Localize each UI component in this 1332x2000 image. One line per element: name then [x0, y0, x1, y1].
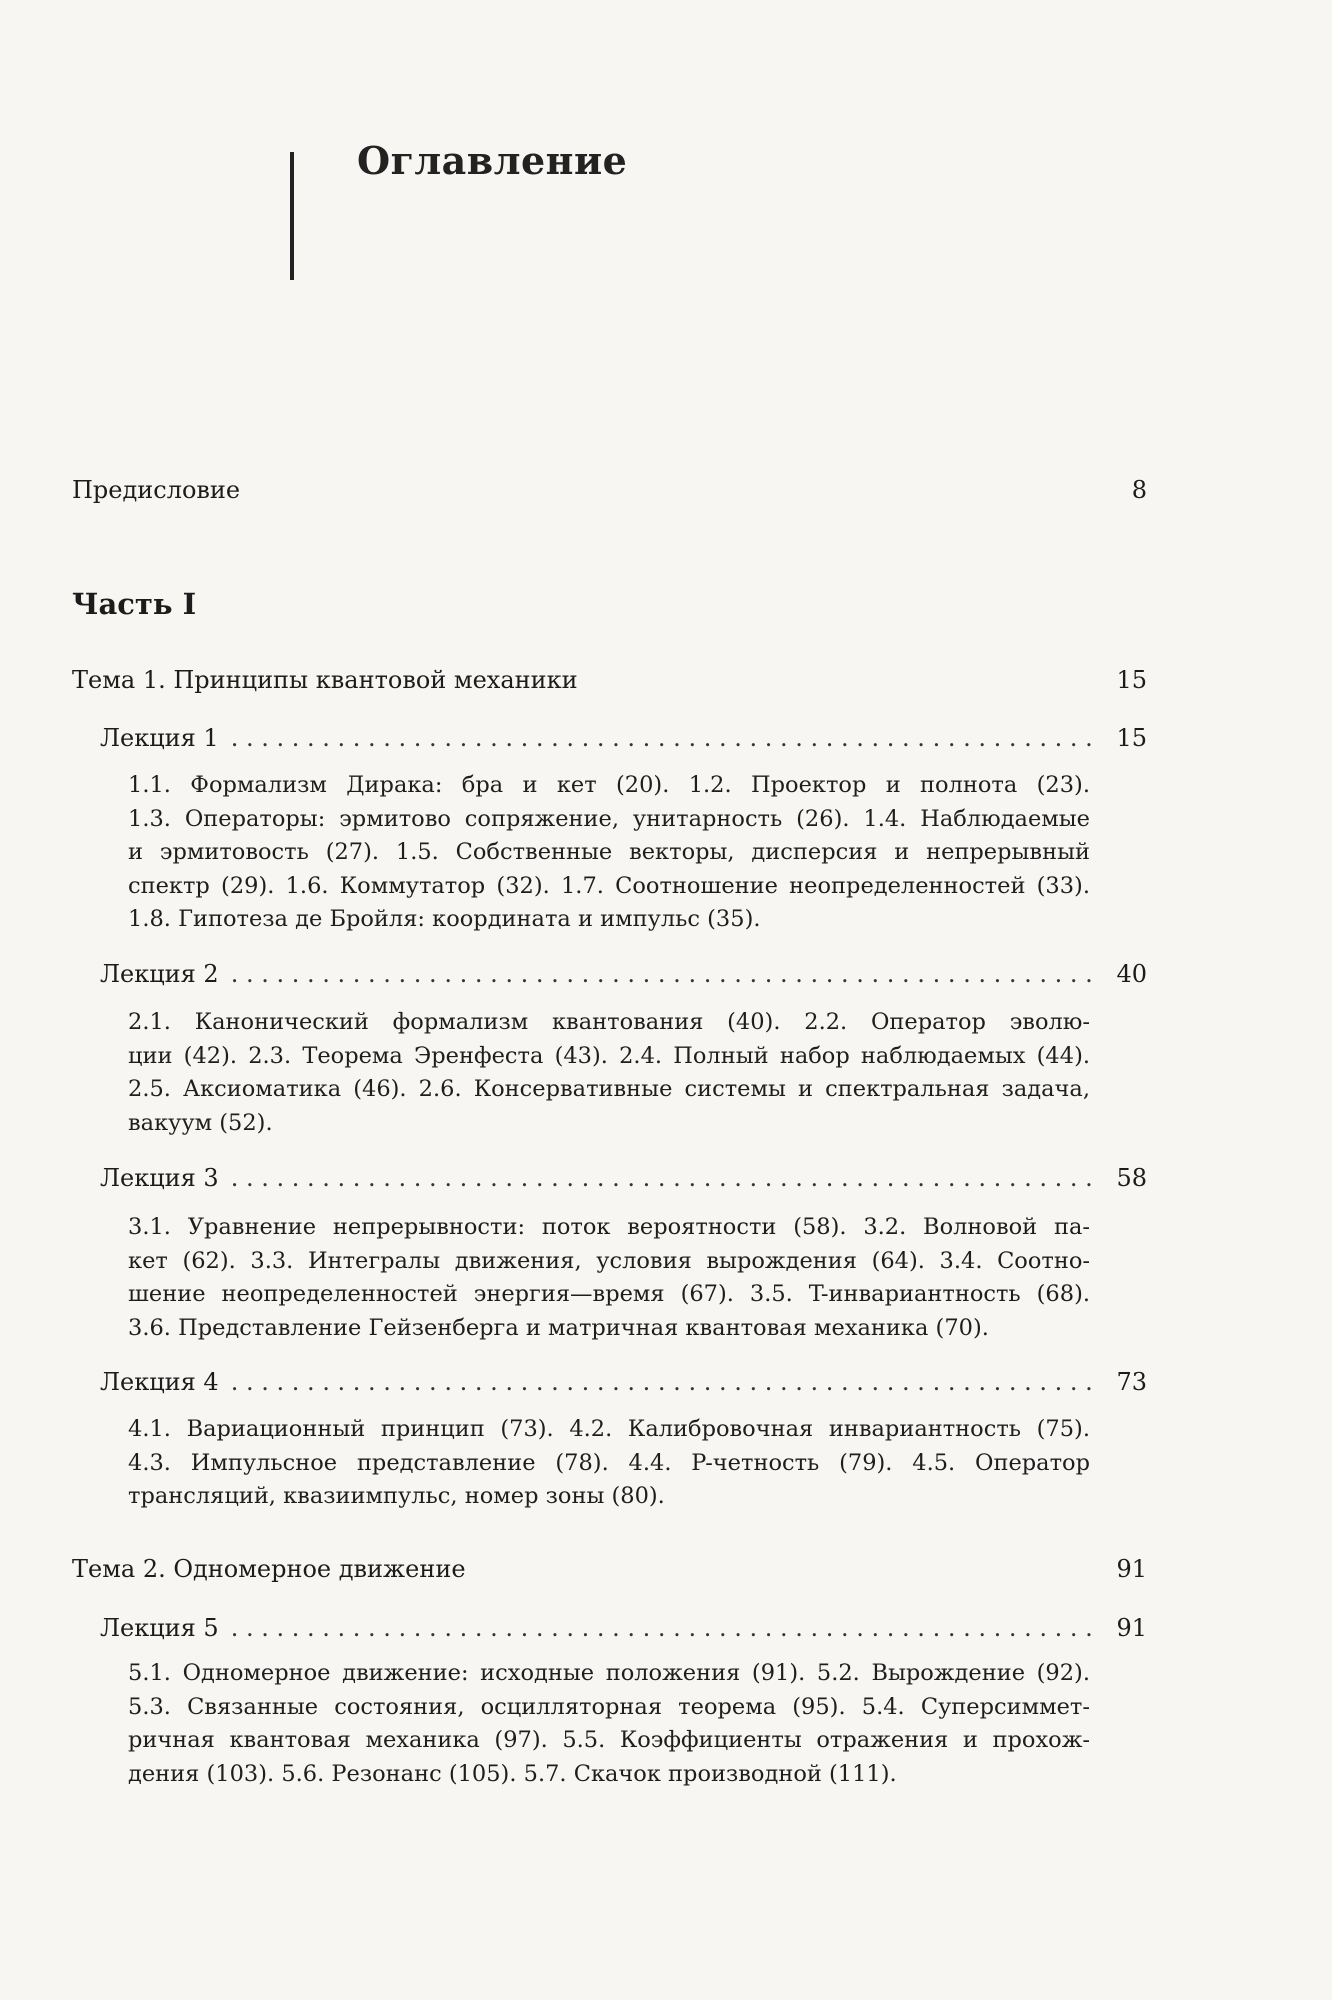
lecture-1-contents: [128, 769, 1090, 937]
contents-line: 4.3. Импульсное представление (78). 4.4. P-четность (79). 4.5. Оператор: [128, 1449, 1090, 1476]
lecture-2-contents: [128, 1006, 1090, 1140]
dot-leader: [231, 722, 1095, 754]
preface-label: Предисловие: [72, 476, 241, 504]
contents-line: 2.5. Аксиоматика (46). 2.6. Консервативные системы и спектральная задача,: [128, 1076, 1090, 1102]
contents-line: 5.1. Одномерное движение: исходные положения (91). 5.2. Вырождение (92).: [128, 1660, 1090, 1686]
contents-line: ции (42). 2.3. Теорема Эренфеста (43). 2.4. Полный набор наблюдаемых (44).: [128, 1042, 1090, 1069]
contents-line: трансляций, квазиимпульс, номер зоны (80).: [128, 1483, 665, 1509]
toc-entry-topic-1: [72, 664, 1147, 696]
lecture-1-label: Лекция 1: [100, 724, 219, 752]
topic-2-label: Тема 2. Одномерное движение: [72, 1555, 466, 1583]
contents-line: 5.3. Связанные состояния, осцилляторная теорема (95). 5.4. Суперсиммет-: [128, 1693, 1090, 1720]
part-heading: Часть I: [72, 587, 197, 621]
lecture-3-contents: [128, 1211, 1090, 1345]
lecture-5-label: Лекция 5: [100, 1614, 219, 1642]
contents-line: 3.6. Представление Гейзенберга и матричная квантовая механика (70).: [128, 1314, 989, 1341]
toc-entry-lecture-5: [100, 1612, 1147, 1644]
contents-line: дения (103). 5.6. Резонанс (105). 5.7. Скачок производной (111).: [128, 1760, 897, 1787]
dot-leader: [231, 1612, 1095, 1644]
lecture-1-page: 15: [1116, 724, 1147, 752]
toc-entry-lecture-1: [100, 722, 1147, 754]
topic-2-page: 91: [1116, 1555, 1147, 1583]
contents-line: 1.3. Операторы: эрмитово сопряжение, унитарность (26). 1.4. Наблюдаемые: [128, 805, 1090, 832]
lecture-4-label: Лекция 4: [100, 1368, 219, 1396]
lecture-2-label: Лекция 2: [100, 960, 219, 988]
contents-line: шение неопределенностей энергия—время (67). 3.5. T-инвариантность (68).: [128, 1281, 1090, 1307]
lecture-2-page: 40: [1116, 960, 1147, 988]
topic-1-page: 15: [1116, 666, 1147, 694]
toc-entry-lecture-2: [100, 958, 1147, 990]
preface-page: 8: [1131, 476, 1147, 504]
contents-line: 1.8. Гипотеза де Бройля: координата и импульс (35).: [128, 906, 761, 932]
lecture-3-page: 58: [1116, 1164, 1147, 1192]
lecture-3-label: Лекция 3: [100, 1164, 219, 1192]
toc-entry-lecture-3: [100, 1162, 1147, 1194]
dot-leader: [231, 1366, 1095, 1398]
contents-line: 3.1. Уравнение непрерывности: поток вероятности (58). 3.2. Волновой па-: [128, 1214, 1090, 1240]
dot-leader: [231, 958, 1095, 990]
page-title: Оглавление: [357, 138, 628, 183]
lecture-5-contents: [128, 1657, 1090, 1791]
lecture-5-page: 91: [1116, 1614, 1147, 1642]
contents-line: кет (62). 3.3. Интегралы движения, условия вырождения (64). 3.4. Соотно-: [128, 1247, 1090, 1274]
toc-entry-topic-2: [72, 1553, 1147, 1585]
lecture-4-page: 73: [1116, 1368, 1147, 1396]
contents-line: спектр (29). 1.6. Коммутатор (32). 1.7. Соотношение неопределенностей (33).: [128, 872, 1090, 899]
contents-line: 1.1. Формализм Дирака: бра и кет (20). 1.2. Проектор и полнота (23).: [128, 772, 1090, 798]
contents-line: ричная квантовая механика (97). 5.5. Коэффициенты отражения и прохож-: [128, 1727, 1090, 1753]
topic-1-label: Тема 1. Принципы квантовой механики: [72, 666, 578, 694]
toc-entry-lecture-4: [100, 1366, 1147, 1398]
contents-line: вакуум (52).: [128, 1109, 273, 1136]
title-vertical-rule: [290, 152, 294, 280]
lecture-4-contents: [128, 1413, 1090, 1514]
toc-entry-preface: [72, 474, 1147, 506]
contents-line: 4.1. Вариационный принцип (73). 4.2. Калибровочная инвариантность (75).: [128, 1416, 1090, 1442]
contents-line: 2.1. Канонический формализм квантования (40). 2.2. Оператор эволю-: [128, 1009, 1090, 1035]
contents-line: и эрмитовость (27). 1.5. Собственные векторы, дисперсия и непрерывный: [128, 839, 1090, 865]
dot-leader: [231, 1162, 1095, 1194]
